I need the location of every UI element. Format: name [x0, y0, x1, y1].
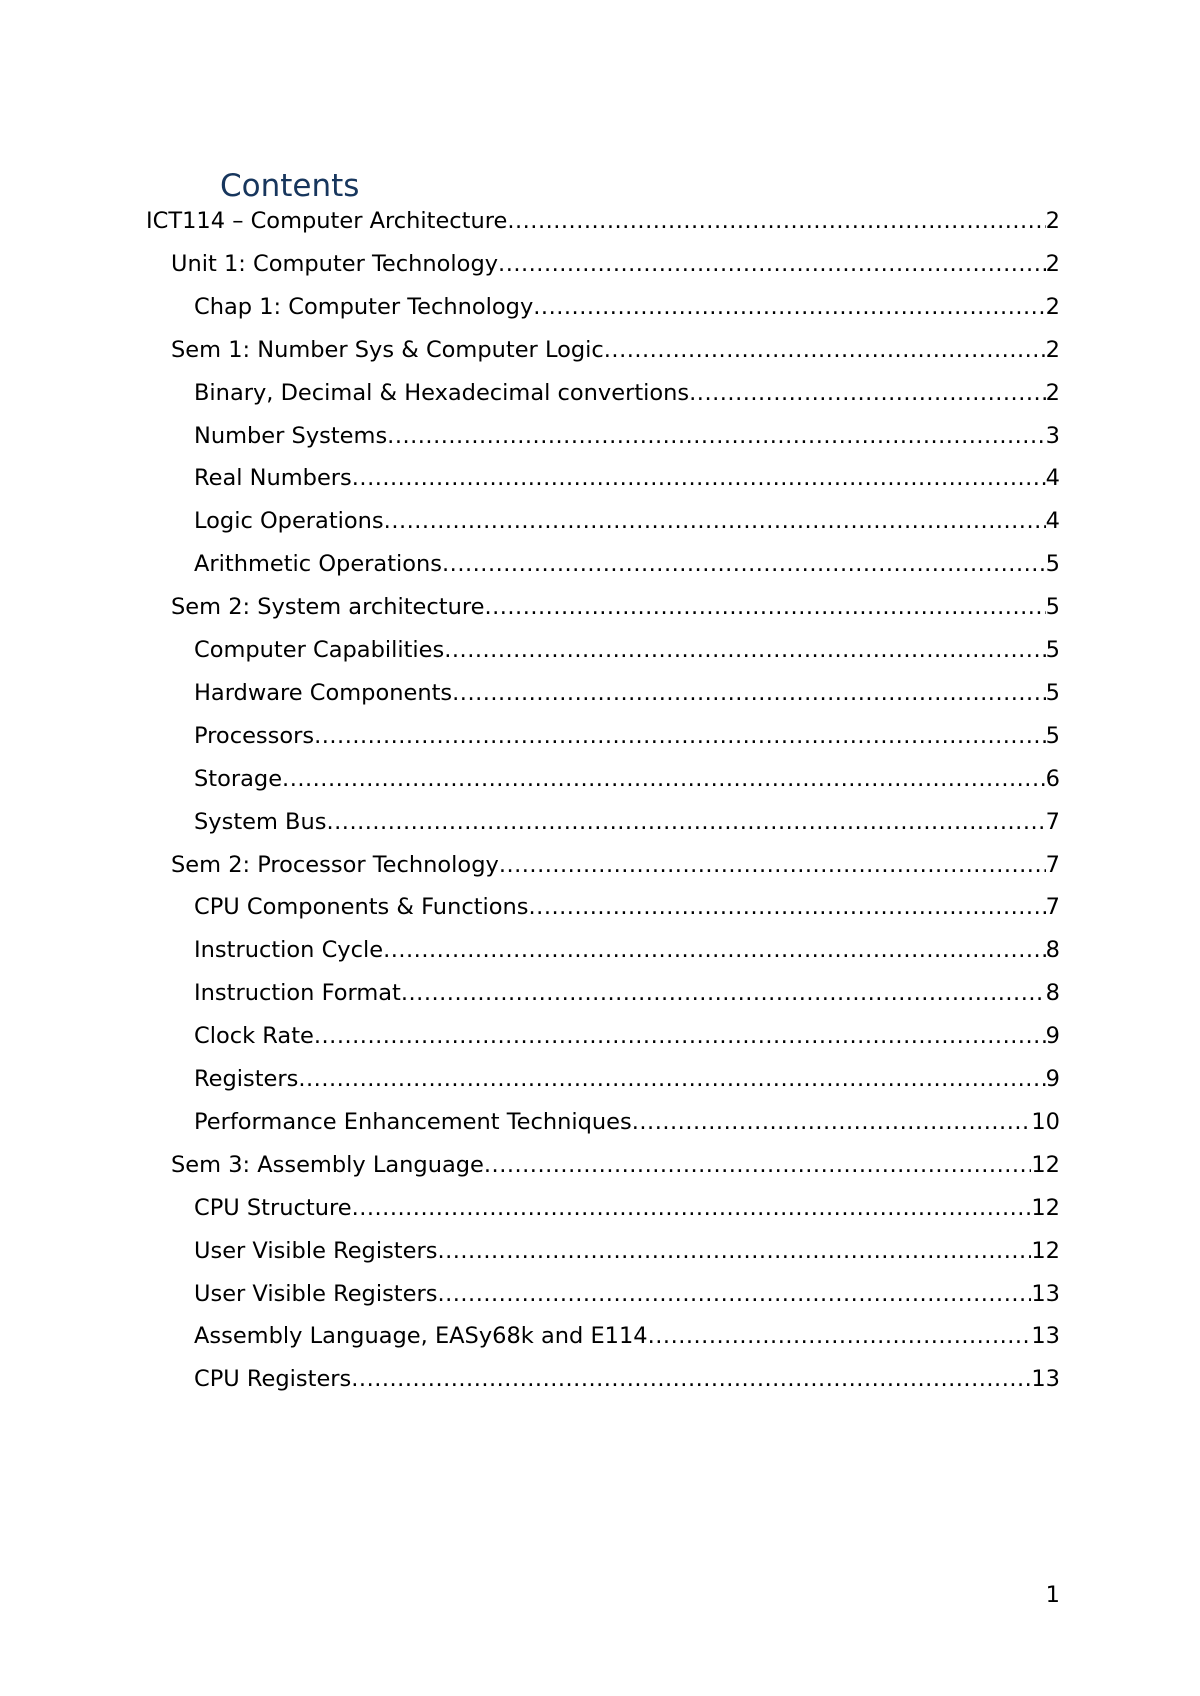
toc-entry-label: ICT114 – Computer Architecture — [146, 208, 508, 234]
toc-entry-page: 2 — [1045, 336, 1060, 363]
toc-entry-page: 5 — [1045, 594, 1060, 621]
toc-entry-label: Instruction Cycle — [194, 937, 384, 964]
toc-entry[interactable] — [194, 1021, 1060, 1051]
toc-entry-page: 12 — [1031, 1151, 1060, 1178]
toc-entry-page: 8 — [1045, 937, 1060, 964]
toc-entry-label: User Visible Registers — [194, 1237, 438, 1264]
toc-entry[interactable] — [171, 249, 1060, 279]
toc-dot-leader — [444, 635, 1045, 665]
toc-entry[interactable] — [194, 678, 1060, 708]
toc-entry-label: Computer Capabilities — [194, 637, 445, 663]
toc-entry-page: 6 — [1045, 765, 1060, 792]
toc-entry-label: Assembly Language, EASy68k and E114 — [194, 1323, 648, 1350]
toc-entry[interactable] — [146, 206, 1060, 236]
toc-entry[interactable] — [171, 1150, 1060, 1180]
toc-entry-page: 7 — [1045, 808, 1060, 835]
toc-entry-page: 2 — [1045, 208, 1060, 234]
toc-entry-label: Chap 1: Computer Technology — [194, 293, 534, 320]
toc-entry-page: 13 — [1031, 1323, 1060, 1350]
toc-entry-page: 7 — [1045, 894, 1060, 921]
toc-entry[interactable] — [194, 1279, 1060, 1309]
toc-entry[interactable] — [171, 592, 1060, 622]
toc-entry[interactable] — [194, 1321, 1060, 1351]
toc-entry-label: Storage — [194, 765, 283, 792]
toc-dot-leader — [298, 1064, 1045, 1094]
toc-dot-leader — [352, 1193, 1032, 1223]
toc-entry[interactable] — [194, 764, 1060, 794]
toc-entry-label: Performance Enhancement Techniques — [194, 1108, 632, 1135]
toc-entry[interactable] — [194, 1236, 1060, 1266]
toc-dot-leader — [529, 892, 1046, 922]
toc-entry-page: 3 — [1045, 422, 1060, 449]
toc-entry[interactable] — [194, 978, 1060, 1008]
toc-entry[interactable] — [194, 506, 1060, 536]
toc-dot-leader — [401, 978, 1046, 1008]
toc-dot-leader — [507, 206, 1045, 236]
toc-entry-label: Arithmetic Operations — [194, 551, 443, 578]
toc-entry[interactable] — [194, 378, 1060, 408]
toc-dot-leader — [499, 850, 1046, 880]
toc-entry-page: 9 — [1045, 1023, 1060, 1050]
toc-dot-leader — [314, 721, 1046, 751]
toc-dot-leader — [326, 807, 1045, 837]
toc-entry[interactable] — [194, 1193, 1060, 1223]
toc-entry-page: 13 — [1031, 1280, 1060, 1307]
toc-entry-page: 5 — [1045, 551, 1060, 578]
toc-title: Contents — [220, 168, 360, 204]
toc-entry-label: Clock Rate — [194, 1023, 314, 1050]
toc-entry-label: System Bus — [194, 808, 327, 835]
toc-entry-label: Hardware Components — [194, 679, 453, 706]
toc-dot-leader — [383, 935, 1046, 965]
toc-dot-leader — [484, 592, 1045, 622]
toc-entry-label: Sem 2: System architecture — [171, 594, 485, 621]
toc-entry[interactable] — [194, 935, 1060, 965]
toc-dot-leader — [498, 249, 1046, 279]
toc-entry-page: 7 — [1045, 851, 1060, 878]
toc-entry-page: 5 — [1045, 722, 1060, 749]
toc-dot-leader — [437, 1236, 1031, 1266]
toc-entry[interactable] — [194, 1364, 1060, 1394]
toc-dot-leader — [533, 292, 1045, 322]
toc-entry-page: 12 — [1031, 1194, 1060, 1221]
toc-entry-label: Registers — [194, 1066, 299, 1092]
toc-entry-label: Unit 1: Computer Technology — [171, 250, 499, 277]
toc-entry-page: 4 — [1045, 465, 1060, 492]
toc-entry-label: Binary, Decimal & Hexadecimal convertions — [194, 379, 690, 406]
toc-entry-label: Logic Operations — [194, 508, 384, 535]
toc-dot-leader — [437, 1279, 1031, 1309]
toc-entry-page: 5 — [1045, 679, 1060, 706]
toc-entry[interactable] — [194, 807, 1060, 837]
toc-entry-label: Sem 3: Assembly Language — [171, 1151, 484, 1178]
toc-dot-leader — [387, 421, 1046, 451]
toc-entry-label: CPU Registers — [194, 1366, 352, 1393]
toc-entry-page: 2 — [1045, 293, 1060, 320]
toc-entry-page: 2 — [1045, 379, 1060, 406]
toc-entry[interactable] — [194, 292, 1060, 322]
toc-entry-label: Number Systems — [194, 422, 388, 449]
page-number: 1 — [1045, 1582, 1060, 1608]
toc-dot-leader — [452, 678, 1046, 708]
toc-dot-leader — [384, 506, 1046, 536]
toc-entry-page: 12 — [1031, 1237, 1060, 1264]
toc-dot-leader — [314, 1021, 1046, 1051]
toc-entry-page: 2 — [1045, 250, 1060, 277]
toc-dot-leader — [484, 1150, 1031, 1180]
toc-entry[interactable] — [194, 892, 1060, 922]
toc-entry-label: User Visible Registers — [194, 1280, 438, 1307]
toc-dot-leader — [282, 764, 1046, 794]
toc-entry-label: Sem 1: Number Sys & Computer Logic — [171, 336, 604, 363]
toc-entry[interactable] — [194, 463, 1060, 493]
toc-entry-page: 5 — [1045, 637, 1060, 663]
toc-entry-page: 8 — [1045, 980, 1060, 1007]
toc-dot-leader — [352, 463, 1046, 493]
toc-dot-leader — [604, 335, 1046, 365]
toc-entry-label: Instruction Format — [194, 980, 401, 1007]
toc-entry-label: Processors — [194, 722, 315, 749]
toc-dot-leader — [648, 1321, 1032, 1351]
toc-entry[interactable] — [171, 335, 1060, 365]
toc-entry-page: 10 — [1031, 1108, 1060, 1135]
toc-entry-label: CPU Components & Functions — [194, 894, 529, 921]
toc-entry[interactable] — [194, 635, 1060, 665]
toc-dot-leader — [632, 1107, 1032, 1137]
toc-entry[interactable] — [194, 1107, 1060, 1137]
toc-entry-page: 13 — [1031, 1366, 1060, 1393]
toc-entry-label: Sem 2: Processor Technology — [171, 851, 499, 878]
toc-entry[interactable] — [171, 850, 1060, 880]
toc-dot-leader — [351, 1364, 1031, 1394]
toc-entry[interactable] — [194, 549, 1060, 579]
toc-dot-leader — [689, 378, 1046, 408]
toc-entry-label: Real Numbers — [194, 465, 352, 492]
toc-entry-label: CPU Structure — [194, 1194, 352, 1221]
toc-entry-page: 4 — [1045, 508, 1060, 535]
toc-entry[interactable] — [194, 421, 1060, 451]
toc-entry[interactable] — [194, 1064, 1060, 1094]
toc-entry-page: 9 — [1045, 1066, 1060, 1092]
toc-entry[interactable] — [194, 721, 1060, 751]
toc-dot-leader — [442, 549, 1046, 579]
